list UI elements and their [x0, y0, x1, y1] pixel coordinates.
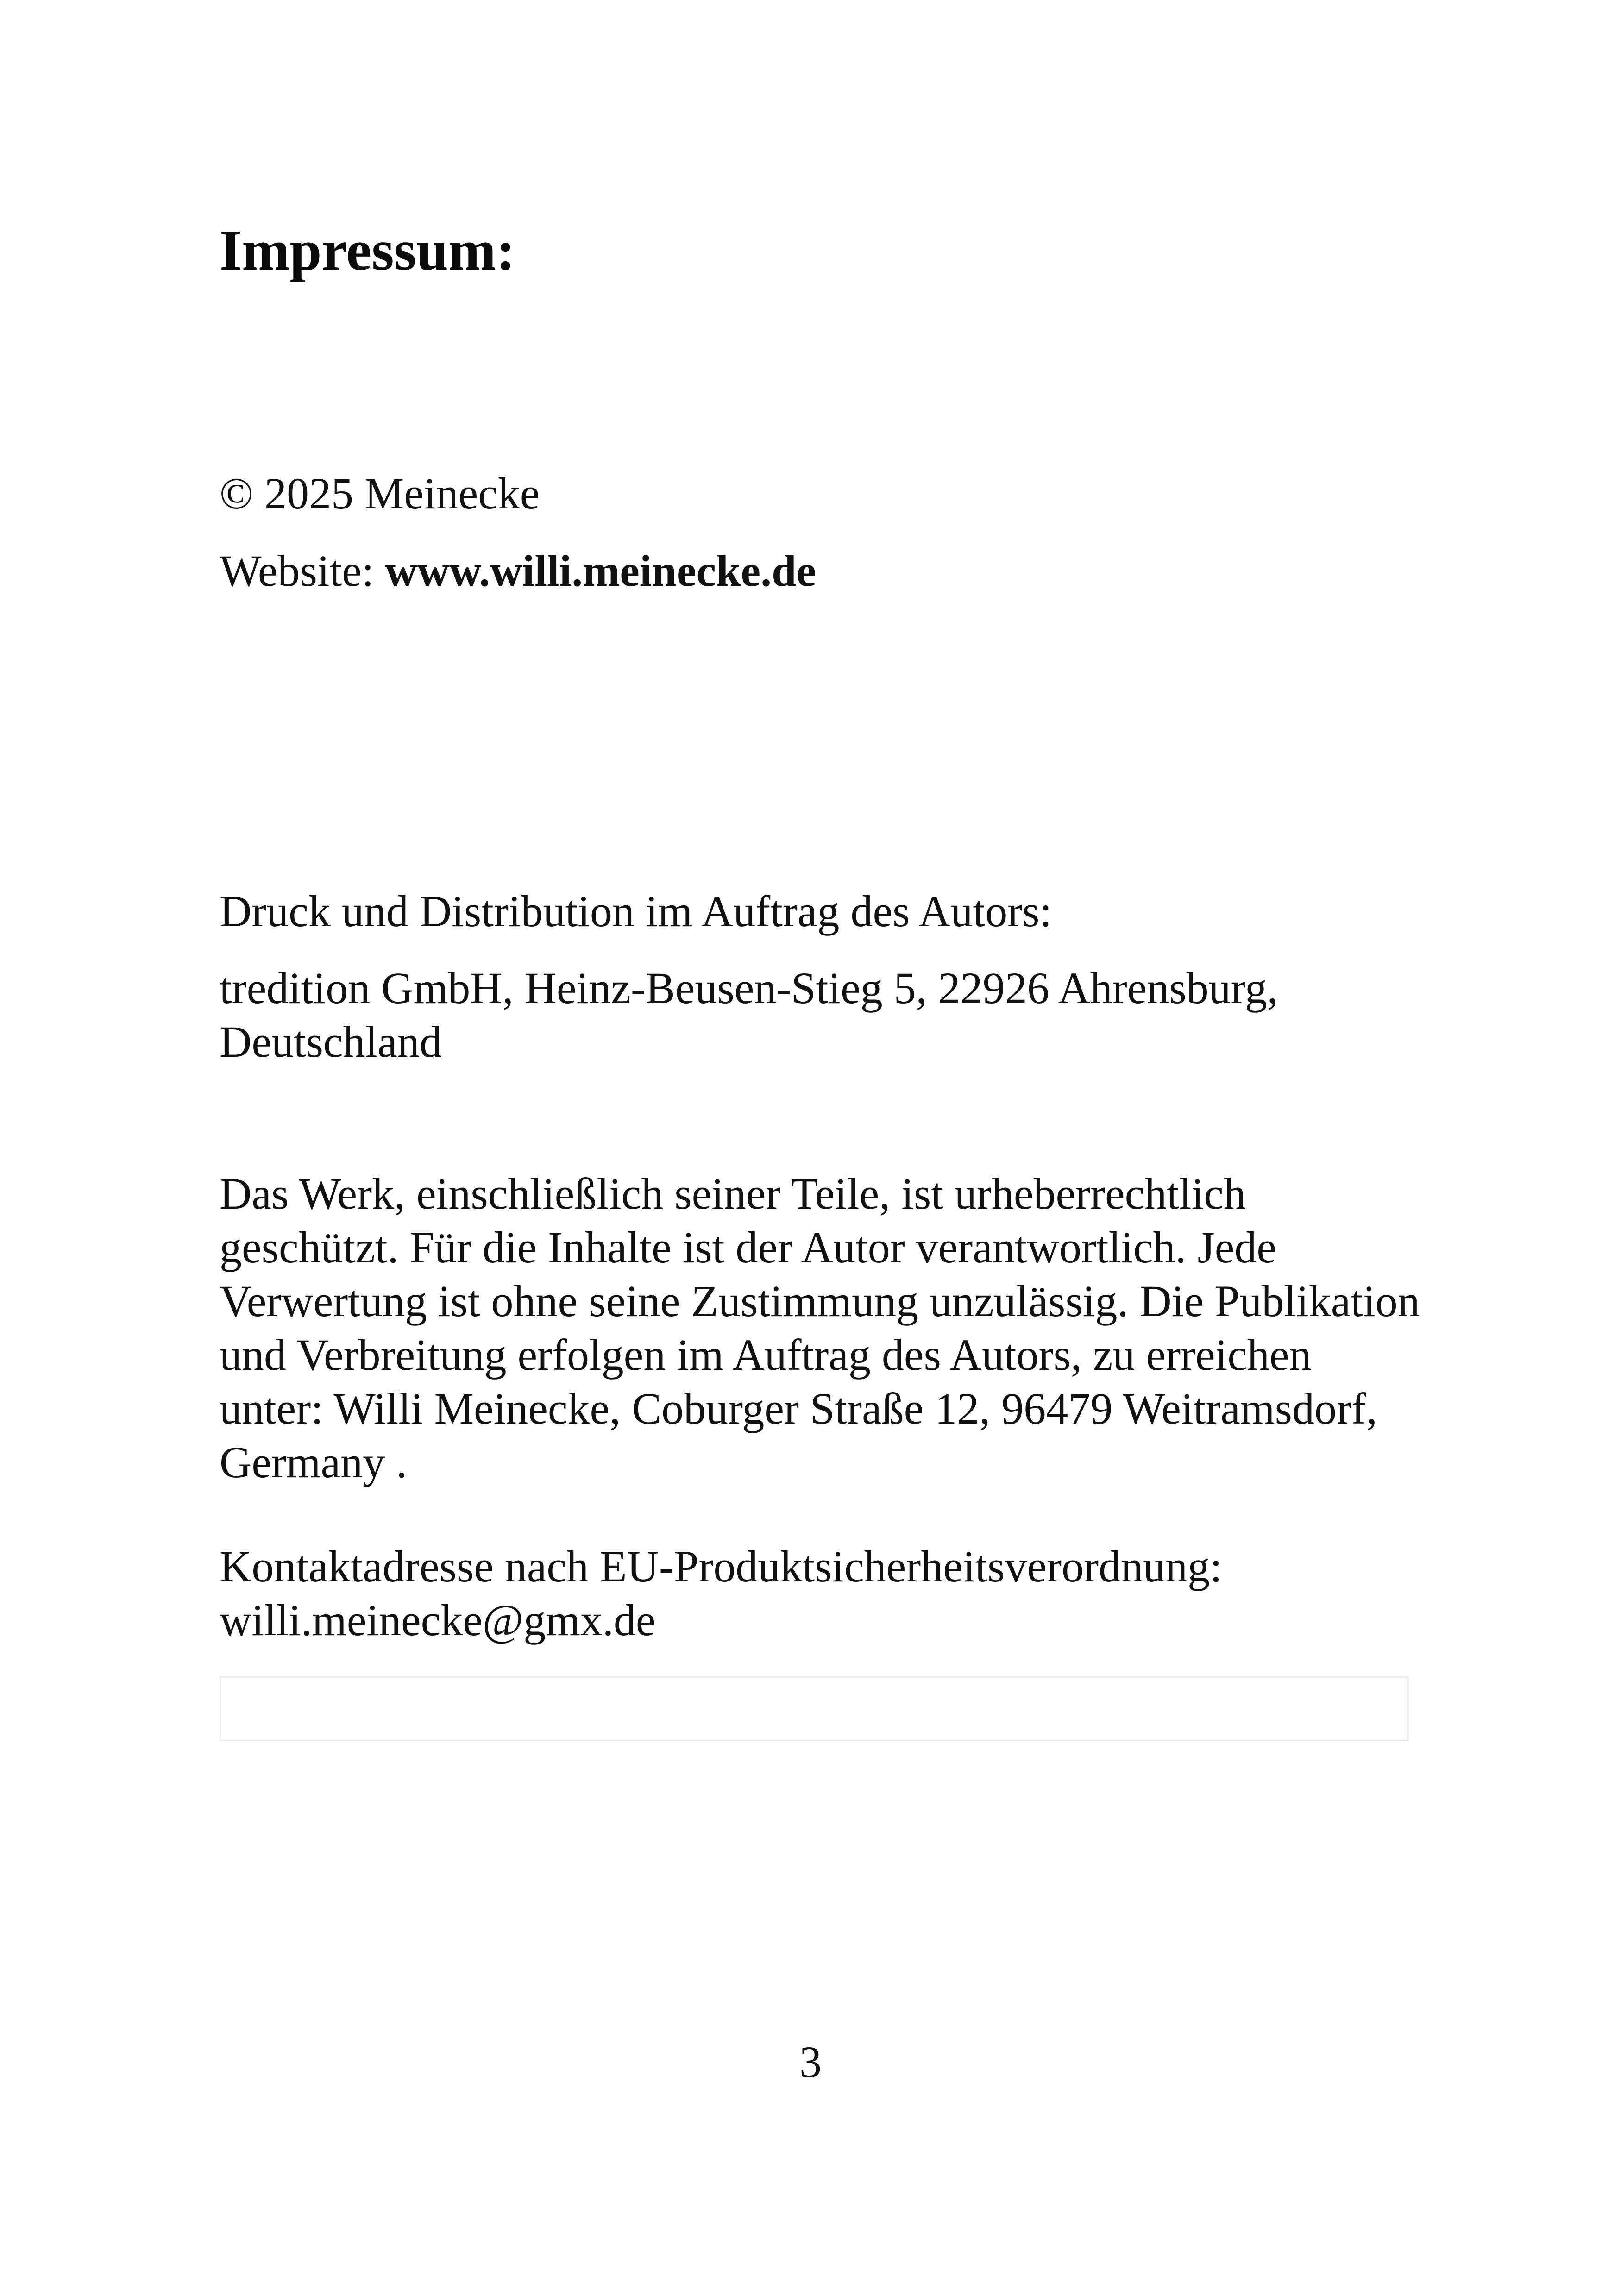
print-distribution-label: Druck und Distribution im Auftrag des Autors:	[220, 886, 1052, 936]
contact-block	[220, 1540, 1424, 1647]
legal-notice: Das Werk, einschließlich seiner Teile, ist urheberrechtlich geschützt. Für die Inhalte ist der Autor verantwortlich. Jede Verwertung ist ohne seine Zustimmung unzulässig. Die Publikation und Verbreitung erfolgen im Auftrag des Autors, zu erreichen unter: Willi Meinecke, Coburger Straße 12, 96479 Weitramsdorf, Germany .	[220, 1169, 1420, 1487]
contact-email: willi.meinecke@gmx.de	[220, 1595, 656, 1645]
contact-label: Kontaktadresse nach EU-Produktsicherheitsverordnung:	[220, 1542, 1222, 1591]
website-label: Website:	[220, 546, 374, 596]
page-number: 3	[799, 2037, 822, 2087]
empty-text-frame	[220, 1676, 1409, 1741]
website-line	[220, 544, 1424, 598]
page-title: Impressum:	[220, 219, 515, 282]
copyright-notice: © 2025 Meinecke	[220, 469, 540, 518]
printer-address: tredition GmbH, Heinz-Beusen-Stieg 5, 22926 Ahrensburg, Deutschland	[220, 963, 1278, 1066]
website-url: www.willi.meinecke.de	[385, 546, 817, 596]
